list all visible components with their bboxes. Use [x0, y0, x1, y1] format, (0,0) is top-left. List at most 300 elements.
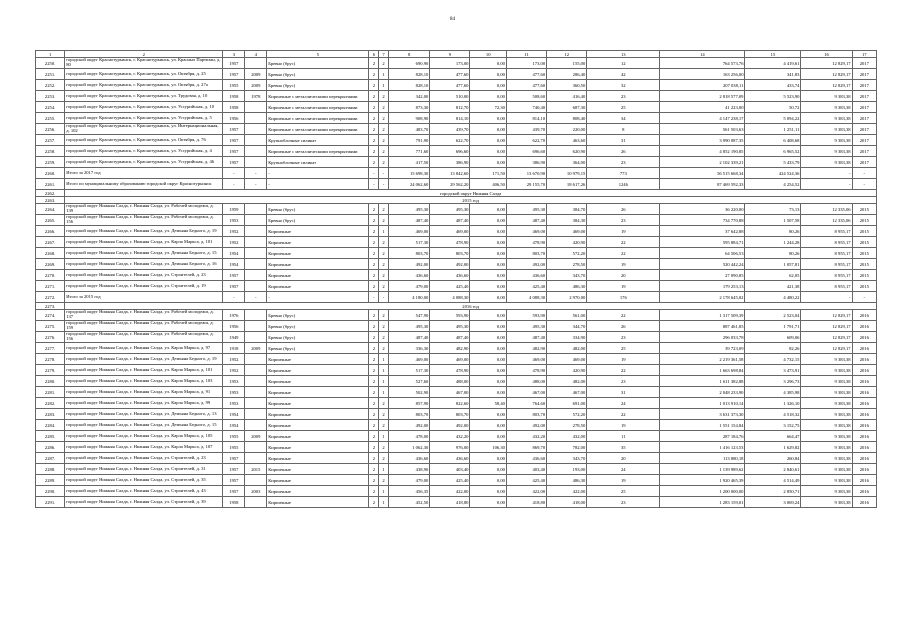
- table-cell: 2015: [852, 215, 876, 226]
- table-cell: 29 562,20: [430, 179, 470, 190]
- table-cell: 508,60: [506, 91, 546, 102]
- table-cell: [245, 453, 267, 464]
- table-cell: 173,00: [430, 58, 470, 69]
- table-cell: городской округ Нижняя Салда, г. Нижняя Салда, ул. Карла Маркса, д. 99: [65, 398, 223, 409]
- table-cell: городской округ Нижняя Салда, г. Нижняя Салда, ул. Карла Маркса, д. 101: [65, 237, 223, 248]
- table-cell: 696,60: [506, 146, 546, 157]
- table-cell: 12: [587, 58, 660, 69]
- table-cell: 803,70: [388, 409, 429, 420]
- table-cell: 24: [587, 398, 660, 409]
- table-cell: 403,40: [430, 464, 470, 475]
- table-cell: 2276.: [36, 332, 65, 343]
- table-cell: 2017: [852, 91, 876, 102]
- table-cell: 1954: [223, 409, 245, 420]
- table-cell: 0,00: [470, 365, 507, 376]
- table-cell: 418,80: [506, 497, 546, 508]
- table-cell: 2015: [852, 281, 876, 292]
- table-cell: 0,00: [470, 237, 507, 248]
- table-cell: городской округ Краснотурьинск, г. Краснотурьинск, ул. Уссурийская, д. 4: [65, 146, 223, 157]
- table-cell: городской округ Нижняя Салда, г. Нижняя Салда, ул. Строителей, д. 31: [65, 464, 223, 475]
- table-cell: 1 663 698,84: [660, 365, 745, 376]
- table-cell: 50,72: [745, 102, 801, 113]
- table-cell: 495,30: [506, 204, 546, 215]
- table-cell: 469,00: [388, 354, 429, 365]
- table-cell: 9 383,38: [801, 354, 852, 365]
- table-cell: 19: [587, 475, 660, 486]
- table-cell: 9 383,38: [801, 420, 852, 431]
- table-cell: 12 829,17: [801, 58, 852, 69]
- table-cell: 341,83: [745, 69, 801, 80]
- table-cell: Итого за 2015 год: [65, 292, 223, 303]
- table-cell: 691,00: [547, 398, 587, 409]
- table-cell: 2288.: [36, 464, 65, 475]
- table-cell: 2270.: [36, 270, 65, 281]
- page-number: 84: [450, 17, 455, 22]
- table-cell: 5 433,79: [745, 157, 801, 168]
- table-cell: 422,00: [430, 486, 470, 497]
- table-row: [36, 387, 877, 398]
- table-cell: 478,90: [506, 237, 546, 248]
- table-cell: -: [267, 168, 369, 179]
- table-row: [36, 259, 877, 270]
- table-cell: [245, 387, 267, 398]
- table-cell: 2: [369, 398, 379, 409]
- table-cell: городской округ Нижняя Салда, г. Нижняя Салда, ул. Строителей, д. 35: [65, 475, 223, 486]
- table-cell: 6 408,68: [745, 135, 801, 146]
- table-cell: 173,00: [506, 58, 546, 69]
- table-cell: Бревно (брус): [267, 321, 369, 332]
- table-cell: 2: [369, 486, 379, 497]
- table-cell: 2: [379, 420, 389, 431]
- column-number-cell: 7: [379, 51, 389, 58]
- table-cell: 469,00: [430, 226, 470, 237]
- table-cell: 976,00: [430, 442, 470, 453]
- table-cell: 2: [379, 321, 389, 332]
- table-cell: -: [267, 292, 369, 303]
- table-cell: 4 518,32: [745, 409, 801, 420]
- table-cell: 1 326,10: [745, 398, 801, 409]
- table-cell: [245, 310, 267, 321]
- table-cell: 2016: [852, 486, 876, 497]
- table-cell: Кирпичные: [267, 270, 369, 281]
- table-cell: 2: [369, 365, 379, 376]
- table-cell: 9 383,38: [801, 409, 852, 420]
- column-number-cell: 15: [745, 51, 801, 58]
- section-row: [36, 190, 877, 197]
- table-cell: 9 383,38: [801, 453, 852, 464]
- table-cell: -: [801, 292, 852, 303]
- table-cell: 2003: [245, 486, 267, 497]
- table-cell: [245, 354, 267, 365]
- table-row: [36, 80, 877, 91]
- table-cell: 2: [369, 135, 379, 146]
- table-cell: 0,00: [470, 292, 507, 303]
- table-cell: [245, 409, 267, 420]
- table-cell: 384,30: [547, 215, 587, 226]
- table-cell: 495,30: [388, 204, 429, 215]
- section-row: [36, 303, 877, 310]
- table-cell: 4 419,61: [745, 58, 801, 69]
- table-cell: 4 480,22: [745, 292, 801, 303]
- table-cell: 2016: [852, 431, 876, 442]
- table-cell: 2015: [852, 270, 876, 281]
- table-cell: 1: [379, 354, 389, 365]
- table-cell: 1957: [223, 270, 245, 281]
- table-cell: -: [379, 179, 389, 190]
- table-cell: 80,26: [745, 226, 801, 237]
- table-row: [36, 102, 877, 113]
- table-cell: 2: [369, 157, 379, 168]
- table-cell: 0,00: [470, 135, 507, 146]
- table-cell: 420,90: [547, 365, 587, 376]
- table-cell: 2269.: [36, 259, 65, 270]
- table-cell: 469,00: [430, 354, 470, 365]
- table-cell: 803,70: [430, 248, 470, 259]
- table-cell: Бревно (брус): [267, 69, 369, 80]
- table-cell: 2016: [852, 387, 876, 398]
- table-cell: 2016: [852, 398, 876, 409]
- table-cell: -: [852, 292, 876, 303]
- section-row: [36, 197, 877, 204]
- table-cell: 0,00: [470, 310, 507, 321]
- table-cell: 1957: [223, 464, 245, 475]
- table-row: [36, 310, 877, 321]
- table-cell: 477,60: [430, 69, 470, 80]
- table-cell: 8 955,17: [801, 248, 852, 259]
- table-cell: 113 880,18: [660, 453, 745, 464]
- table-cell: -: [245, 292, 267, 303]
- table-cell: 2: [369, 442, 379, 453]
- table-cell: Кирпичные с металлическими перекрытиями: [267, 102, 369, 113]
- table-cell: Бревно (брус): [267, 215, 369, 226]
- table-cell: 8 955,17: [801, 281, 852, 292]
- table-cell: 2: [369, 69, 379, 80]
- table-cell: городской округ Нижняя Салда, г. Нижняя Салда, ул. Демьяна Бедного, д. 15: [65, 248, 223, 259]
- table-cell: Кирпичные: [267, 237, 369, 248]
- table-cell: 1 057,81: [745, 259, 801, 270]
- table-row: [36, 292, 877, 303]
- table-cell: 2: [369, 259, 379, 270]
- table-cell: 593,90: [430, 310, 470, 321]
- table-cell: 469,00: [547, 226, 587, 237]
- table-cell: 2016: [852, 376, 876, 387]
- table-cell: 1953: [223, 398, 245, 409]
- table-cell: 1: [379, 80, 389, 91]
- table-cell: Бревно (брус): [267, 310, 369, 321]
- table-cell: 2: [379, 237, 389, 248]
- table-cell: 4 180,00: [388, 292, 429, 303]
- table-cell: 622,70: [430, 135, 470, 146]
- table-cell: 1958: [223, 102, 245, 113]
- table-cell: Кирпичные: [267, 398, 369, 409]
- table-row: [36, 365, 877, 376]
- section-title-cell: 2016 год: [65, 303, 877, 310]
- table-cell: 0,00: [470, 475, 507, 486]
- table-row: [36, 409, 877, 420]
- table-cell: 0,00: [470, 321, 507, 332]
- table-cell: 2252.: [36, 80, 65, 91]
- table-cell: городской округ Нижняя Салда, г. Нижняя Салда, ул. Демьяна Бедного, д. 15: [65, 420, 223, 431]
- column-number-cell: 2: [65, 51, 223, 58]
- table-cell: 278,50: [547, 420, 587, 431]
- table-cell: 2251.: [36, 69, 65, 80]
- table-cell: 477,60: [506, 80, 546, 91]
- table-cell: 2017: [852, 135, 876, 146]
- table-cell: 510,00: [430, 91, 470, 102]
- table-cell: 260,84: [745, 453, 801, 464]
- table-cell: Кирпичные: [267, 281, 369, 292]
- table-cell: 492,00: [506, 420, 546, 431]
- table-cell: 0,00: [470, 453, 507, 464]
- table-cell: городской округ Нижняя Салда, г. Нижняя Салда, ул. Рабочей молодежи, д. 159: [65, 321, 223, 332]
- table-cell: [245, 281, 267, 292]
- table-cell: 424 524,36: [745, 168, 801, 179]
- table-cell: 386,90: [506, 157, 546, 168]
- table-cell: 2016: [852, 321, 876, 332]
- table-cell: городской округ Нижняя Салда, г. Нижняя Салда, ул. Рабочей молодежи, д. 137: [65, 310, 223, 321]
- table-cell: 438,90: [388, 464, 429, 475]
- table-cell: 2: [379, 442, 389, 453]
- table-cell: 31: [587, 135, 660, 146]
- table-cell: 39 723,09: [660, 343, 745, 354]
- table-row: [36, 497, 877, 508]
- table-cell: 2017: [852, 69, 876, 80]
- table-cell: 572,20: [547, 248, 587, 259]
- table-cell: 572,20: [547, 409, 587, 420]
- table-cell: 2 178 645,02: [660, 292, 745, 303]
- table-cell: Кирпичные с металлическими перекрытиями: [267, 146, 369, 157]
- table-cell: 12 829,17: [801, 321, 852, 332]
- table-cell: 1 200 000,00: [660, 486, 745, 497]
- table-cell: 2: [379, 398, 389, 409]
- table-cell: 1: [379, 69, 389, 80]
- table-cell: 687,30: [547, 102, 587, 113]
- table-cell: 2009: [245, 80, 267, 91]
- table-cell: 23: [587, 332, 660, 343]
- table-cell: Кирпичные: [267, 453, 369, 464]
- table-cell: 87 469 592,33: [660, 179, 745, 190]
- table-cell: 2253.: [36, 91, 65, 102]
- table-cell: 31: [587, 387, 660, 398]
- table-cell: 479,00: [388, 281, 429, 292]
- section-title-cell: городской округ Нижняя Салда: [65, 190, 877, 197]
- table-cell: 664,47: [745, 431, 801, 442]
- table-cell: [245, 135, 267, 146]
- table-cell: 9 383,38: [801, 135, 852, 146]
- table-cell: 72,30: [470, 102, 507, 113]
- table-cell: 2: [379, 102, 389, 113]
- table-cell: 2016: [852, 464, 876, 475]
- table-cell: 483,70: [388, 124, 429, 135]
- table-cell: городской округ Нижняя Салда, г. Нижняя Салда, ул. Карла Маркса, д. 105: [65, 431, 223, 442]
- table-cell: 520 442,24: [660, 259, 745, 270]
- table-cell: 0,00: [470, 497, 507, 508]
- table-cell: -: [379, 168, 389, 179]
- table-cell: 1 139 989,62: [660, 464, 745, 475]
- table-cell: городской округ Нижняя Салда, г. Нижняя Салда, ул. Строителей, д. 19: [65, 281, 223, 292]
- table-cell: 2 840,61: [745, 464, 801, 475]
- table-cell: 1: [379, 431, 389, 442]
- table-cell: 2 219 361,58: [660, 354, 745, 365]
- table-cell: 2: [379, 204, 389, 215]
- table-cell: 436,60: [430, 453, 470, 464]
- table-cell: [245, 58, 267, 69]
- table-row: [36, 270, 877, 281]
- table-cell: 360,50: [547, 80, 587, 91]
- table-cell: 207 038,11: [660, 80, 745, 91]
- table-cell: [245, 270, 267, 281]
- table-cell: 2017: [852, 80, 876, 91]
- table-cell: 4 732,15: [745, 354, 801, 365]
- table-row: [36, 113, 877, 124]
- housing-repair-table: [35, 50, 877, 508]
- table-cell: 1958: [223, 91, 245, 102]
- table-cell: 469,00: [547, 354, 587, 365]
- table-cell: 593,90: [506, 310, 546, 321]
- table-cell: 1956: [223, 113, 245, 124]
- table-cell: 812,70: [430, 102, 470, 113]
- table-cell: 2: [379, 475, 389, 486]
- table-cell: 487,40: [430, 332, 470, 343]
- table-cell: 2250.: [36, 58, 65, 69]
- table-cell: 0,00: [470, 69, 507, 80]
- table-cell: Кирпичные с металлическими перекрытиями: [267, 113, 369, 124]
- table-cell: 2290.: [36, 486, 65, 497]
- table-cell: 2: [369, 321, 379, 332]
- table-cell: 1952: [223, 237, 245, 248]
- table-cell: 734 770,88: [660, 215, 745, 226]
- table-cell: Кирпичные: [267, 431, 369, 442]
- table-cell: городской округ Нижняя Салда, г. Нижняя Салда, ул. Демьяна Бедного, д. 13: [65, 409, 223, 420]
- table-cell: Кирпичные: [267, 442, 369, 453]
- table-cell: 1957: [223, 281, 245, 292]
- table-cell: 418,00: [547, 497, 587, 508]
- table-cell: 828,10: [388, 69, 429, 80]
- table-cell: Итого за 2017 год: [65, 168, 223, 179]
- table-cell: 2009: [245, 431, 267, 442]
- table-cell: 486,30: [547, 475, 587, 486]
- table-cell: 0,00: [470, 343, 507, 354]
- table-cell: 425,40: [430, 281, 470, 292]
- table-cell: 1957: [223, 124, 245, 135]
- table-row: [36, 124, 877, 135]
- table-cell: [245, 475, 267, 486]
- table-cell: 2016: [852, 332, 876, 343]
- table-cell: 0,00: [470, 464, 507, 475]
- table-cell: 456,35: [388, 486, 429, 497]
- table-cell: городской округ Краснотурьинск, г. Краснотурьинск, ул. Красных Партизан, д. 80: [65, 58, 223, 69]
- table-cell: 5 523,90: [745, 91, 801, 102]
- table-cell: 2: [369, 475, 379, 486]
- table-cell: 3 069,24: [745, 497, 801, 508]
- table-cell: 26: [587, 204, 660, 215]
- table-cell: 364,00: [547, 157, 587, 168]
- table-cell: 517,30: [388, 365, 429, 376]
- table-cell: 1952: [223, 354, 245, 365]
- table-cell: 0,00: [470, 332, 507, 343]
- table-cell: 2: [379, 259, 389, 270]
- table-cell: 22: [587, 365, 660, 376]
- table-cell: 3 631 373,30: [660, 409, 745, 420]
- table-cell: 2: [369, 497, 379, 508]
- table-cell: Бревно (брус): [267, 343, 369, 354]
- table-cell: 3 152,75: [745, 420, 801, 431]
- table-cell: 12 829,17: [801, 310, 852, 321]
- table-cell: 2016: [852, 310, 876, 321]
- table-cell: 487,40: [506, 215, 546, 226]
- table-cell: 9 383,38: [801, 365, 852, 376]
- table-cell: 25: [587, 486, 660, 497]
- table-cell: 463,60: [547, 135, 587, 146]
- table-cell: 2016: [852, 497, 876, 508]
- table-cell: 19: [587, 259, 660, 270]
- table-cell: 803,70: [506, 409, 546, 420]
- table-cell: -: [245, 168, 267, 179]
- table-cell: 334,90: [547, 332, 587, 343]
- table-cell: 0,00: [470, 387, 507, 398]
- table-cell: 9 383,38: [801, 91, 852, 102]
- table-cell: 436,60: [506, 453, 546, 464]
- table-cell: 29 155,70: [506, 179, 546, 190]
- table-row: [36, 58, 877, 69]
- table-cell: 155,00: [547, 58, 587, 69]
- table-cell: 1 244,28: [745, 237, 801, 248]
- table-cell: 1955: [223, 80, 245, 91]
- table-cell: 2016: [852, 354, 876, 365]
- column-number-cell: 9: [430, 51, 470, 58]
- table-cell: 622,70: [506, 135, 546, 146]
- table-cell: 2: [379, 332, 389, 343]
- column-number-cell: 13: [587, 51, 660, 58]
- table-cell: городской округ Нижняя Салда, г. Нижняя Салда, ул. Строителей, д. 39: [65, 497, 223, 508]
- table-cell: 432,20: [430, 431, 470, 442]
- table-cell: 1 611 382,88: [660, 376, 745, 387]
- table-cell: 20: [587, 453, 660, 464]
- table-cell: 1953: [223, 376, 245, 387]
- table-cell: -: [223, 179, 245, 190]
- table-cell: 495,30: [388, 321, 429, 332]
- table-cell: 193,00: [547, 464, 587, 475]
- table-row: [36, 321, 877, 332]
- table-cell: 23: [587, 376, 660, 387]
- table-cell: 469,00: [388, 226, 429, 237]
- table-row: [36, 226, 877, 237]
- table-cell: 2289.: [36, 475, 65, 486]
- table-cell: 2009: [245, 343, 267, 354]
- table-cell: 0,00: [470, 486, 507, 497]
- table-cell: 12 829,17: [801, 343, 852, 354]
- table-cell: 62,05: [745, 270, 801, 281]
- table-cell: 8 955,17: [801, 259, 852, 270]
- table-cell: 1978: [245, 91, 267, 102]
- table-cell: 25: [587, 343, 660, 354]
- table-cell: 803,70: [388, 248, 429, 259]
- column-number-cell: 5: [267, 51, 369, 58]
- table-cell: 2: [369, 226, 379, 237]
- table-cell: Бревно (брус): [267, 332, 369, 343]
- table-cell: 1 251,11: [745, 124, 801, 135]
- table-cell: 2: [379, 343, 389, 354]
- table-cell: Кирпичные: [267, 464, 369, 475]
- table-cell: -: [369, 292, 379, 303]
- table-cell: 0,00: [470, 226, 507, 237]
- table-cell: Кирпичные: [267, 248, 369, 259]
- table-cell: 22: [587, 248, 660, 259]
- table-cell: 64 506,53: [660, 248, 745, 259]
- table-cell: 24: [587, 464, 660, 475]
- table-cell: 2015: [852, 248, 876, 259]
- table-row: [36, 376, 877, 387]
